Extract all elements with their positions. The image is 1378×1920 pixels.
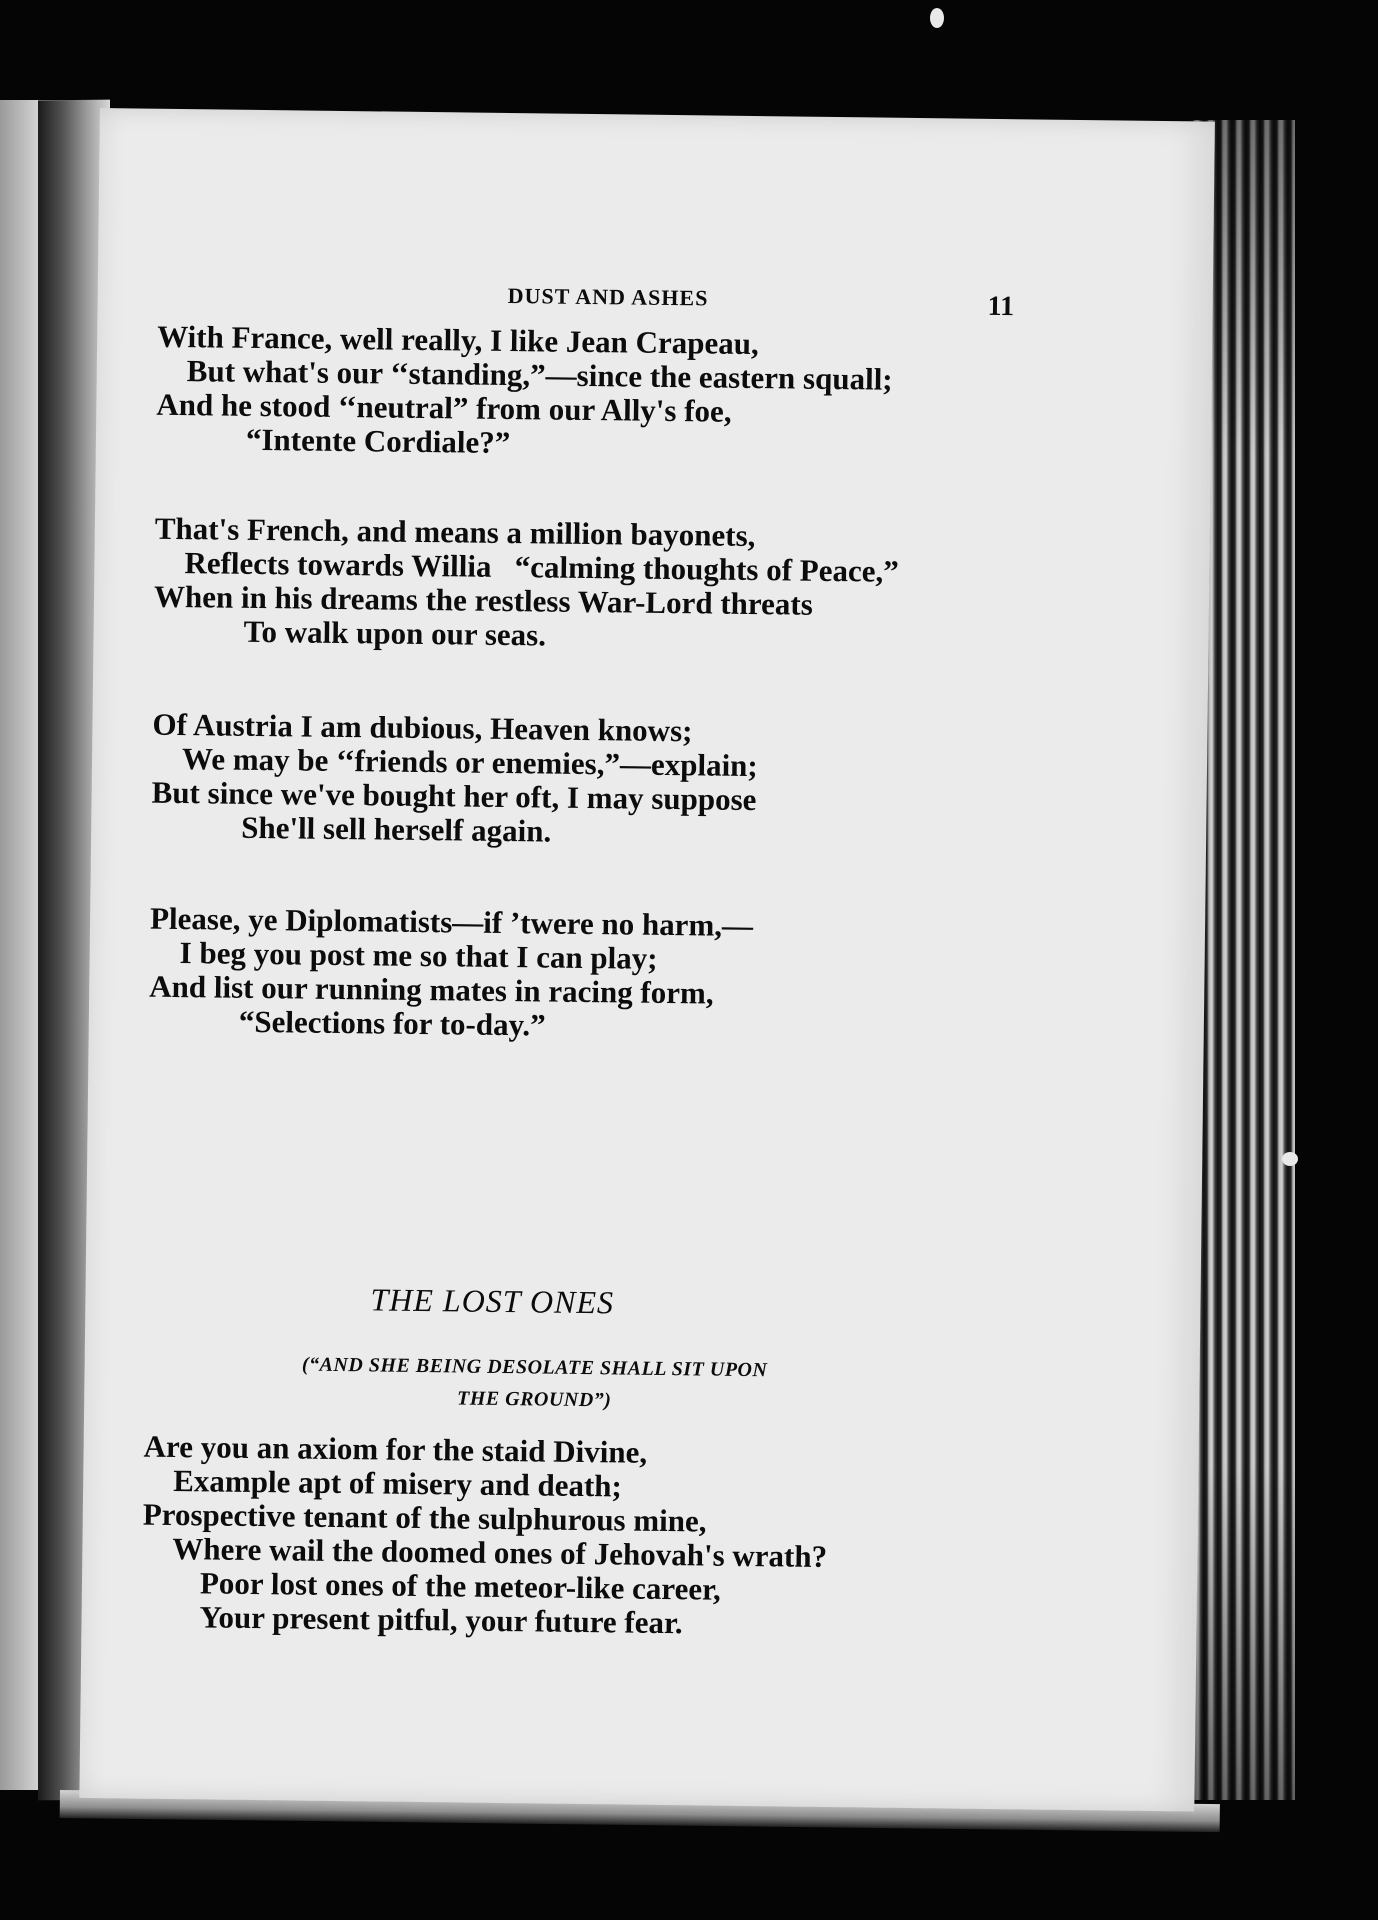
verse-line: With France, well really, I like Jean Crapeau, <box>157 318 759 362</box>
verse-line: Prospective tenant of the sulphurous mine, <box>142 1496 707 1539</box>
stanza-2 <box>153 510 1055 653</box>
epigraph-line: (“AND SHE BEING DESOLATE SHALL SIT UPON <box>301 1353 768 1382</box>
page-number: 11 <box>987 290 1015 323</box>
page-text-block <box>142 279 1058 1641</box>
verse-line: That's French, and means a million bayonets, <box>154 510 756 554</box>
stanza-3 <box>151 706 1053 849</box>
epigraph-line: THE GROUND”) <box>456 1387 612 1412</box>
scan-speck <box>930 8 944 28</box>
verse-line: To walk upon our seas. <box>243 613 547 653</box>
verse-line: But what's our ‘‘standing,”—since the eastern squall; <box>186 353 893 397</box>
verse-line: But since we've bought her oft, I may suppose <box>151 774 757 818</box>
verse-line: When in his dreams the restless War-Lord threats <box>153 578 813 622</box>
poem-stanza <box>142 1428 1044 1641</box>
verse-line: We may be ‘‘friends or enemies,”—explain; <box>181 741 758 784</box>
poem-epigraph <box>224 1348 845 1420</box>
verse-line: Please, ye Diplomatists—if ’twere no harm,— <box>149 900 754 944</box>
stanza-1 <box>156 318 1057 461</box>
verse-line: And list our running mates in racing form, <box>149 968 714 1011</box>
verse-line: “Intente Cordiale?” <box>245 421 511 461</box>
verse-line: Example apt of misery and death; <box>173 1462 623 1504</box>
verse-line: Your present pitful, your future fear. <box>199 1599 683 1641</box>
verse-line: Poor lost ones of the meteor-like career, <box>199 1565 721 1607</box>
verse-line: Are you an axiom for the staid Divine, <box>143 1428 648 1470</box>
stanza-4 <box>149 900 1050 1043</box>
verse-line: “Selections for to-day.” <box>238 1003 546 1043</box>
verse-line: I beg you post me so that I can play; <box>179 935 658 976</box>
scan-speck <box>1282 1152 1298 1166</box>
verse-line: Reflects towards Willia “calming thoughts of Peace,” <box>184 545 899 589</box>
verse-line: And he stood ‘‘neutral” from our Ally's foe, <box>156 386 732 429</box>
verse-line: She'll sell herself again. <box>241 809 552 849</box>
poem-title: THE LOST ONES <box>370 1281 615 1321</box>
book-page <box>79 108 1215 1811</box>
running-head: DUST AND ASHES <box>507 282 709 311</box>
verse-line: Of Austria I am dubious, Heaven knows; <box>152 706 693 749</box>
verse-line: Where wail the doomed ones of Jehovah's wrath? <box>172 1530 828 1574</box>
